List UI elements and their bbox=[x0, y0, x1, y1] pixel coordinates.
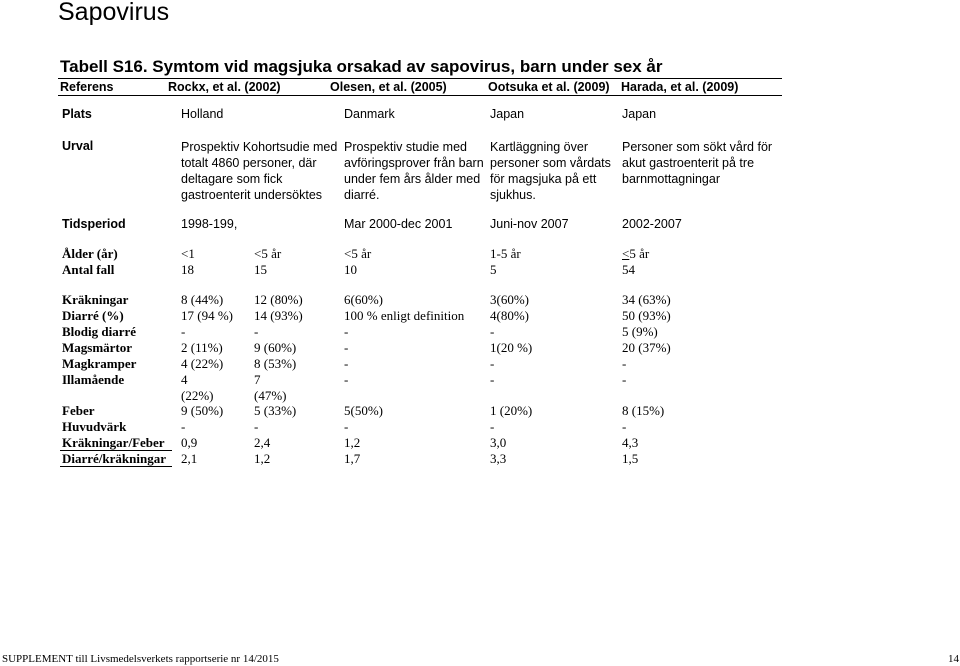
alder-value-2: <5 år bbox=[254, 246, 282, 261]
row-rule bbox=[60, 466, 172, 467]
plats-value-3: Japan bbox=[490, 107, 525, 121]
plats-value-1: Holland bbox=[181, 107, 224, 121]
symptom-value: - bbox=[622, 356, 627, 371]
symptom-value: 100 % enligt definition bbox=[344, 308, 465, 323]
symptom-value: 9 (60%) bbox=[254, 340, 297, 355]
symptom-value: - bbox=[344, 372, 349, 387]
symptom-value: 1 (20%) bbox=[490, 403, 533, 418]
symptom-value: 9 (50%) bbox=[181, 403, 224, 418]
symptom-label: Huvudvärk bbox=[62, 419, 127, 434]
alder-value-5-text: 5 år bbox=[629, 246, 650, 261]
symptom-value: 5 (9%) bbox=[622, 324, 658, 339]
symptom-value: 4 (22%) bbox=[181, 356, 224, 371]
symptom-value: 3,0 bbox=[490, 435, 507, 450]
symptom-value: - bbox=[344, 419, 349, 434]
symptom-value: - bbox=[254, 419, 259, 434]
symptom-value: - bbox=[344, 324, 349, 339]
symptom-value: 17 (94 %) bbox=[181, 308, 233, 323]
symptom-value: 50 (93%) bbox=[622, 308, 671, 323]
symptom-value: - bbox=[181, 419, 186, 434]
urval-value-2: Prospektiv studie med avföringsprover från barn under fem års ålder med diarré. bbox=[344, 140, 484, 202]
referens-label: Referens bbox=[60, 80, 114, 94]
symptom-value: 8 (15%) bbox=[622, 403, 665, 418]
symptom-label: Magsmärtor bbox=[62, 340, 133, 355]
urval-value-4: Personer som sökt vård för akut gastroenterit på tre barnmottagningar bbox=[622, 140, 773, 186]
symptom-value: 1(20 %) bbox=[490, 340, 533, 355]
urval-label: Urval bbox=[62, 139, 94, 153]
symptom-value: 2,4 bbox=[254, 435, 271, 450]
alder-value-4: 1-5 år bbox=[490, 246, 521, 261]
alder-label: Ålder (år) bbox=[62, 246, 118, 261]
plats-label: Plats bbox=[62, 107, 92, 121]
antal-fall-value-1: 18 bbox=[181, 262, 194, 277]
tidsperiod-value-2: Mar 2000-dec 2001 bbox=[344, 217, 453, 231]
symptom-label: Feber bbox=[62, 403, 95, 418]
urval-value-3: Kartläggning över personer som vårdats för magsjuka på ett sjukhus. bbox=[490, 140, 611, 202]
symptom-value: - bbox=[344, 356, 349, 371]
plats-value-2: Danmark bbox=[344, 107, 395, 121]
antal-fall-value-2: 15 bbox=[254, 262, 267, 277]
plats-value-4: Japan bbox=[622, 107, 657, 121]
symptom-value: 8 (53%) bbox=[254, 356, 297, 371]
tidsperiod-label: Tidsperiod bbox=[62, 217, 126, 231]
symptom-value: 1,2 bbox=[254, 451, 271, 466]
antal-fall-value-5: 54 bbox=[622, 262, 635, 277]
symptom-value: 1,2 bbox=[344, 435, 361, 450]
symptom-value: 1,5 bbox=[622, 451, 639, 466]
symptom-label: Diarré (%) bbox=[62, 308, 124, 323]
page-number: 14 bbox=[948, 653, 959, 665]
reference-3: Ootsuka et al. (2009) bbox=[488, 80, 610, 94]
symptom-value-line2: (22%) bbox=[181, 388, 214, 403]
symptom-value: 2,1 bbox=[181, 451, 198, 466]
page-title: Sapovirus bbox=[58, 0, 170, 26]
urval-value-1: Prospektiv Kohortsudie med totalt 4860 personer, där deltagare som fick gastroenterit undersöktes bbox=[181, 140, 338, 202]
symptom-value: 3,3 bbox=[490, 451, 507, 466]
reference-4: Harada, et al. (2009) bbox=[621, 80, 739, 94]
symptom-value: 12 (80%) bbox=[254, 292, 303, 307]
footer-text: SUPPLEMENT till Livsmedelsverkets rapportserie nr 14/2015 bbox=[2, 653, 279, 665]
header-rule bbox=[58, 95, 782, 96]
symptom-label: Kräkningar bbox=[62, 292, 129, 307]
symptom-label: Magkramper bbox=[62, 356, 137, 371]
symptom-value: - bbox=[490, 419, 495, 434]
table-top-rule bbox=[58, 78, 782, 79]
antal-fall-value-3: 10 bbox=[344, 262, 357, 277]
symptom-value: 1,7 bbox=[344, 451, 361, 466]
symptom-value: 5 (33%) bbox=[254, 403, 297, 418]
alder-value-3: <5 år bbox=[344, 246, 372, 261]
symptom-value: 3(60%) bbox=[490, 292, 529, 307]
table-title: Tabell S16. Symtom vid magsjuka orsakad av sapovirus, barn under sex år bbox=[60, 57, 663, 76]
symptom-value: 34 (63%) bbox=[622, 292, 671, 307]
reference-2: Olesen, et al. (2005) bbox=[330, 80, 447, 94]
reference-1: Rockx, et al. (2002) bbox=[168, 80, 281, 94]
symptom-value: - bbox=[181, 324, 186, 339]
symptom-value: - bbox=[254, 324, 259, 339]
symptom-value: 7 bbox=[254, 372, 261, 387]
symptom-label: Blodig diarré bbox=[62, 324, 137, 339]
symptom-value: - bbox=[490, 372, 495, 387]
symptom-value: 4(80%) bbox=[490, 308, 529, 323]
symptom-label: Kräkningar/Feber bbox=[62, 435, 165, 450]
antal-fall-value-4: 5 bbox=[490, 262, 497, 277]
symptom-value: 14 (93%) bbox=[254, 308, 303, 323]
symptom-value: 0,9 bbox=[181, 435, 198, 450]
alder-value-5-prefix: < bbox=[622, 246, 630, 261]
antal-fall-label: Antal fall bbox=[62, 262, 115, 277]
symptom-label: Illamående bbox=[62, 372, 125, 387]
tidsperiod-value-1: 1998-199, bbox=[181, 217, 238, 231]
row-rule bbox=[60, 450, 172, 451]
symptom-value: - bbox=[490, 324, 495, 339]
symptom-value: 4,3 bbox=[622, 435, 639, 450]
alder-value-1: <1 bbox=[181, 246, 195, 261]
symptom-value: - bbox=[344, 340, 349, 355]
symptom-value: 8 (44%) bbox=[181, 292, 224, 307]
symptom-value: - bbox=[490, 356, 495, 371]
symptom-value: 5(50%) bbox=[344, 403, 383, 418]
symptom-value: 20 (37%) bbox=[622, 340, 671, 355]
symptom-label: Diarré/kräkningar bbox=[62, 451, 166, 466]
symptom-value: 2 (11%) bbox=[181, 340, 223, 355]
alder-value-5 bbox=[622, 246, 649, 262]
symptom-value: - bbox=[622, 372, 627, 387]
symptom-value: 4 bbox=[181, 372, 188, 387]
tidsperiod-value-3: Juni-nov 2007 bbox=[490, 217, 569, 231]
symptom-value: 6(60%) bbox=[344, 292, 383, 307]
symptom-value-line2: (47%) bbox=[254, 388, 287, 403]
tidsperiod-value-4: 2002-2007 bbox=[622, 217, 682, 231]
symptom-value: - bbox=[622, 419, 627, 434]
